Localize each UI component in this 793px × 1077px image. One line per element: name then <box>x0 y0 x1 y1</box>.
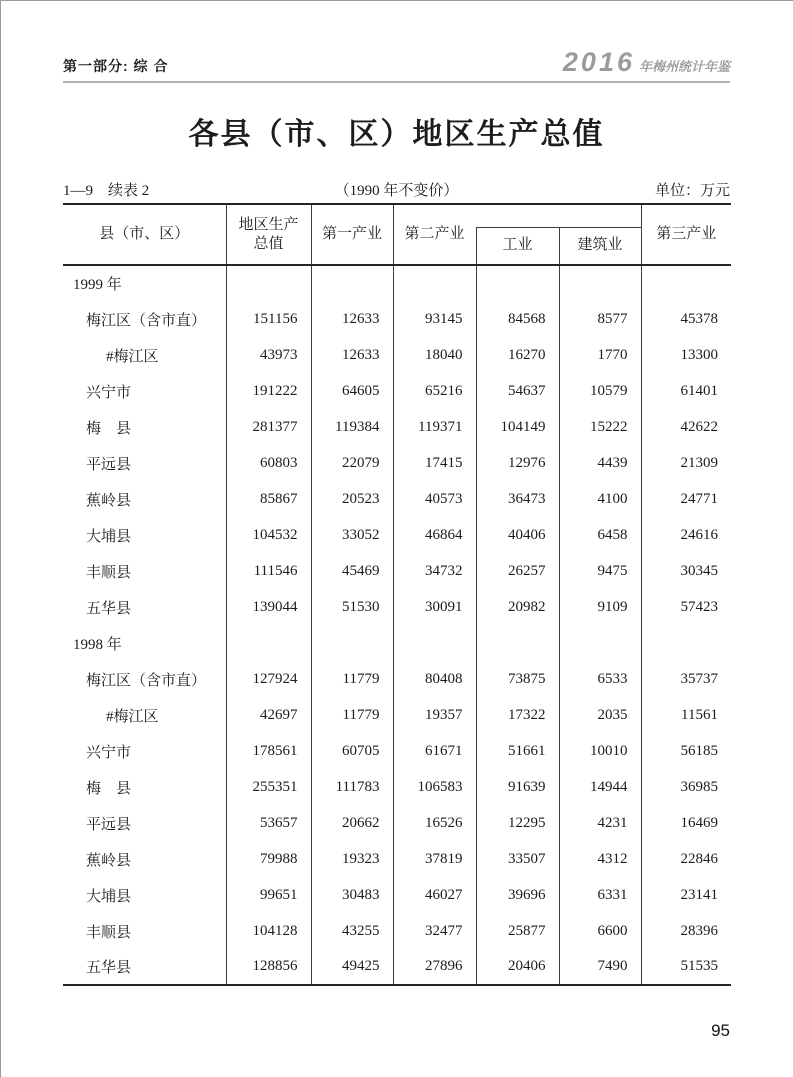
secondary-value-cell: 61671 <box>393 733 476 769</box>
primary-value-cell: 43255 <box>311 913 393 949</box>
tertiary-value-cell: 57423 <box>641 589 731 625</box>
secondary-value-cell: 27896 <box>393 949 476 985</box>
secondary-value-cell: 106583 <box>393 769 476 805</box>
page-number: 95 <box>711 1021 730 1040</box>
section-label: 第一部分: 综 合 <box>63 58 169 74</box>
construction-value-cell: 10579 <box>559 373 641 409</box>
construction-value-cell: 6533 <box>559 661 641 697</box>
primary-value-cell: 11779 <box>311 697 393 733</box>
primary-value-cell: 33052 <box>311 517 393 553</box>
industry-value-cell: 12295 <box>476 805 559 841</box>
primary-value-cell: 20662 <box>311 805 393 841</box>
gdp-value-cell: 281377 <box>226 409 311 445</box>
construction-value-cell: 7490 <box>559 949 641 985</box>
gdp-value-cell: 53657 <box>226 805 311 841</box>
industry-value-cell: 20982 <box>476 589 559 625</box>
primary-value-cell: 51530 <box>311 589 393 625</box>
tertiary-value-cell: 16469 <box>641 805 731 841</box>
primary-value-cell: 49425 <box>311 949 393 985</box>
industry-value-cell: 54637 <box>476 373 559 409</box>
subheader-spacer <box>476 204 641 227</box>
industry-value-cell: 91639 <box>476 769 559 805</box>
tertiary-value-cell: 35737 <box>641 661 731 697</box>
col-header-primary-industry: 第一产业 <box>311 204 393 265</box>
tertiary-value-cell <box>641 265 731 301</box>
data-row <box>63 733 731 769</box>
secondary-value-cell: 46027 <box>393 877 476 913</box>
construction-value-cell <box>559 625 641 661</box>
col-header-gdp <box>226 204 311 265</box>
industry-value-cell: 39696 <box>476 877 559 913</box>
gdp-value-cell: 43973 <box>226 337 311 373</box>
gdp-table-header <box>63 204 731 265</box>
secondary-value-cell: 46864 <box>393 517 476 553</box>
industry-value-cell <box>476 265 559 301</box>
region-cell: #梅江区 <box>106 348 159 365</box>
table-number: 1—9 续表 2 <box>63 183 150 199</box>
primary-value-cell: 19323 <box>311 841 393 877</box>
construction-value-cell: 4100 <box>559 481 641 517</box>
secondary-value-cell <box>393 625 476 661</box>
industry-value-cell: 16270 <box>476 337 559 373</box>
secondary-value-cell: 40573 <box>393 481 476 517</box>
tertiary-value-cell: 28396 <box>641 913 731 949</box>
primary-value-cell: 12633 <box>311 301 393 337</box>
data-row <box>63 445 731 481</box>
secondary-value-cell: 37819 <box>393 841 476 877</box>
region-cell: 兴宁市 <box>86 384 132 401</box>
col-header-gdp-line2: 总值 <box>253 235 284 252</box>
gdp-table <box>63 203 731 986</box>
construction-value-cell: 9475 <box>559 553 641 589</box>
table-price-basis: （1990 年不变价） <box>334 183 459 199</box>
data-row <box>63 949 731 985</box>
gdp-value-cell: 104532 <box>226 517 311 553</box>
primary-value-cell: 30483 <box>311 877 393 913</box>
construction-value-cell: 14944 <box>559 769 641 805</box>
primary-value-cell: 22079 <box>311 445 393 481</box>
construction-value-cell: 15222 <box>559 409 641 445</box>
data-row <box>63 337 731 373</box>
year-row <box>63 265 731 301</box>
gdp-value-cell: 191222 <box>226 373 311 409</box>
data-row <box>63 913 731 949</box>
secondary-value-cell <box>393 265 476 301</box>
gdp-value-cell: 178561 <box>226 733 311 769</box>
region-cell: 梅 县 <box>86 780 132 797</box>
construction-value-cell: 4439 <box>559 445 641 481</box>
gdp-value-cell: 99651 <box>226 877 311 913</box>
tertiary-value-cell: 24616 <box>641 517 731 553</box>
gdp-value-cell: 111546 <box>226 553 311 589</box>
primary-value-cell: 45469 <box>311 553 393 589</box>
industry-value-cell: 51661 <box>476 733 559 769</box>
region-cell: 梅江区（含市直） <box>86 672 207 689</box>
secondary-value-cell: 34732 <box>393 553 476 589</box>
industry-value-cell: 17322 <box>476 697 559 733</box>
region-cell: 丰顺县 <box>86 924 132 941</box>
gdp-value-cell: 60803 <box>226 445 311 481</box>
col-header-industry: 工业 <box>476 227 559 265</box>
secondary-value-cell: 80408 <box>393 661 476 697</box>
data-row <box>63 301 731 337</box>
secondary-value-cell: 18040 <box>393 337 476 373</box>
industry-value-cell: 84568 <box>476 301 559 337</box>
construction-value-cell: 6600 <box>559 913 641 949</box>
construction-value-cell: 8577 <box>559 301 641 337</box>
gdp-value-cell: 79988 <box>226 841 311 877</box>
primary-value-cell: 111783 <box>311 769 393 805</box>
construction-value-cell: 4231 <box>559 805 641 841</box>
tertiary-value-cell: 30345 <box>641 553 731 589</box>
region-cell: 蕉岭县 <box>86 492 132 509</box>
tertiary-value-cell: 51535 <box>641 949 731 985</box>
gdp-value-cell: 85867 <box>226 481 311 517</box>
running-header <box>63 47 730 83</box>
secondary-value-cell: 17415 <box>393 445 476 481</box>
tertiary-value-cell: 22846 <box>641 841 731 877</box>
data-row <box>63 517 731 553</box>
gdp-value-cell: 127924 <box>226 661 311 697</box>
region-cell: 蕉岭县 <box>86 852 132 869</box>
data-row <box>63 805 731 841</box>
gdp-table-body <box>63 265 731 985</box>
primary-value-cell: 119384 <box>311 409 393 445</box>
col-header-gdp-line1: 地区生产 <box>238 216 299 233</box>
tertiary-value-cell <box>641 625 731 661</box>
industry-value-cell: 40406 <box>476 517 559 553</box>
col-header-construction: 建筑业 <box>559 227 641 265</box>
yearbook-logo-text: 年梅州统计年鉴 <box>638 59 730 74</box>
data-row <box>63 553 731 589</box>
construction-value-cell: 9109 <box>559 589 641 625</box>
region-cell: 梅江区（含市直） <box>86 312 207 329</box>
region-cell: 梅 县 <box>86 420 132 437</box>
data-row <box>63 661 731 697</box>
region-cell: 丰顺县 <box>86 564 132 581</box>
data-row <box>63 769 731 805</box>
secondary-value-cell: 119371 <box>393 409 476 445</box>
region-cell: 五华县 <box>86 600 132 617</box>
primary-value-cell: 64605 <box>311 373 393 409</box>
gdp-value-cell: 42697 <box>226 697 311 733</box>
data-row <box>63 373 731 409</box>
gdp-value-cell: 139044 <box>226 589 311 625</box>
secondary-value-cell: 16526 <box>393 805 476 841</box>
table-caption-row <box>63 179 730 203</box>
tertiary-value-cell: 21309 <box>641 445 731 481</box>
construction-value-cell <box>559 265 641 301</box>
tertiary-value-cell: 13300 <box>641 337 731 373</box>
region-cell: 兴宁市 <box>86 744 132 761</box>
col-header-region: 县（市、区） <box>99 226 190 243</box>
construction-value-cell: 2035 <box>559 697 641 733</box>
region-cell: 大埔县 <box>86 888 132 905</box>
region-cell: 五华县 <box>86 960 132 976</box>
data-row <box>63 589 731 625</box>
col-header-secondary-industry: 第二产业 <box>393 204 476 265</box>
construction-value-cell: 4312 <box>559 841 641 877</box>
secondary-value-cell: 19357 <box>393 697 476 733</box>
industry-value-cell: 12976 <box>476 445 559 481</box>
data-row <box>63 877 731 913</box>
industry-value-cell: 33507 <box>476 841 559 877</box>
secondary-value-cell: 32477 <box>393 913 476 949</box>
industry-value-cell: 104149 <box>476 409 559 445</box>
construction-value-cell: 6331 <box>559 877 641 913</box>
construction-value-cell: 10010 <box>559 733 641 769</box>
tertiary-value-cell: 11561 <box>641 697 731 733</box>
region-cell: 1999 年 <box>73 277 122 293</box>
tertiary-value-cell: 42622 <box>641 409 731 445</box>
secondary-value-cell: 93145 <box>393 301 476 337</box>
industry-value-cell: 26257 <box>476 553 559 589</box>
region-cell: 大埔县 <box>86 528 132 545</box>
yearbook-logo <box>563 47 730 78</box>
yearbook-logo-year: 2016 <box>562 47 635 77</box>
gdp-value-cell: 128856 <box>226 949 311 985</box>
gdp-value-cell: 151156 <box>226 301 311 337</box>
col-header-tertiary-industry: 第三产业 <box>641 204 731 265</box>
table-unit: 单位：万元 <box>654 183 730 199</box>
gdp-value-cell: 104128 <box>226 913 311 949</box>
secondary-value-cell: 30091 <box>393 589 476 625</box>
region-cell: 1998 年 <box>73 636 122 653</box>
region-cell: 平远县 <box>86 456 132 473</box>
tertiary-value-cell: 45378 <box>641 301 731 337</box>
gdp-value-cell <box>226 625 311 661</box>
construction-value-cell: 1770 <box>559 337 641 373</box>
gdp-value-cell <box>226 265 311 301</box>
tertiary-value-cell: 36985 <box>641 769 731 805</box>
page-title: 各县（市、区）地区生产总值 <box>188 118 605 151</box>
data-row <box>63 697 731 733</box>
tertiary-value-cell: 23141 <box>641 877 731 913</box>
tertiary-value-cell: 61401 <box>641 373 731 409</box>
gdp-value-cell: 255351 <box>226 769 311 805</box>
primary-value-cell: 11779 <box>311 661 393 697</box>
primary-value-cell <box>311 625 393 661</box>
construction-value-cell: 6458 <box>559 517 641 553</box>
region-cell: #梅江区 <box>106 708 159 725</box>
tertiary-value-cell: 56185 <box>641 733 731 769</box>
data-row <box>63 409 731 445</box>
primary-value-cell: 12633 <box>311 337 393 373</box>
year-row <box>63 625 731 661</box>
secondary-value-cell: 65216 <box>393 373 476 409</box>
industry-value-cell: 73875 <box>476 661 559 697</box>
primary-value-cell <box>311 265 393 301</box>
industry-value-cell: 25877 <box>476 913 559 949</box>
industry-value-cell: 20406 <box>476 949 559 985</box>
tertiary-value-cell: 24771 <box>641 481 731 517</box>
region-cell: 平远县 <box>86 816 132 833</box>
primary-value-cell: 60705 <box>311 733 393 769</box>
primary-value-cell: 20523 <box>311 481 393 517</box>
data-row <box>63 841 731 877</box>
industry-value-cell: 36473 <box>476 481 559 517</box>
data-row <box>63 481 731 517</box>
industry-value-cell <box>476 625 559 661</box>
